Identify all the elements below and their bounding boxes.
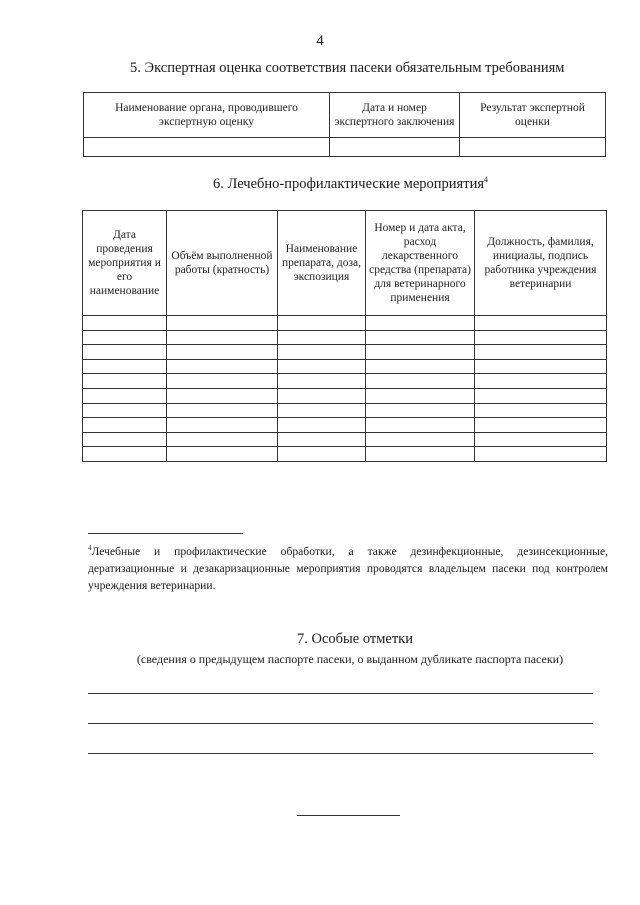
footnote-text: Лечебные и профилактические обработки, а также дезинфекционные, дезинсекционные, дератизационные и дезакаризационные мероприятия проводятся владельцем пасеки под контролем учреждения ветеринарии. (88, 544, 608, 592)
table-cell (278, 447, 366, 462)
table-cell (475, 447, 607, 462)
table-cell (83, 330, 167, 345)
footnote (88, 540, 608, 594)
table-cell (366, 330, 475, 345)
column-header-date: Дата проведения мероприятия и его наименование (83, 211, 167, 316)
table-row (83, 418, 607, 433)
table-cell (475, 330, 607, 345)
table-cell (366, 374, 475, 389)
table-row (83, 447, 607, 462)
table-cell (366, 447, 475, 462)
table-cell (83, 316, 167, 331)
table-cell (366, 403, 475, 418)
table-cell (278, 388, 366, 403)
table-row (83, 316, 607, 331)
table-cell (167, 447, 278, 462)
footnote-marker: 4 (88, 544, 92, 552)
table-cell (366, 359, 475, 374)
table-row (83, 432, 607, 447)
column-header-officer: Должность, фамилия, инициалы, подпись работника учреждения ветеринарии (475, 211, 607, 316)
column-header-act: Номер и дата акта, расход лекарственного средства (препарата) для ветеринарного применения (366, 211, 475, 316)
notes-line (88, 753, 593, 754)
table-cell (475, 388, 607, 403)
table-cell (475, 403, 607, 418)
table-row (83, 330, 607, 345)
table-cell (278, 316, 366, 331)
table-cell (475, 432, 607, 447)
table-cell (366, 316, 475, 331)
table-cell (475, 359, 607, 374)
table-row (83, 374, 607, 389)
section5-title: 5. Экспертная оценка соответствия пасеки обязательным требованиям (130, 60, 565, 76)
table-row (83, 359, 607, 374)
table-header-row (83, 211, 607, 316)
table-cell (167, 330, 278, 345)
table-cell (366, 432, 475, 447)
table-cell (278, 359, 366, 374)
table-header-row (84, 93, 606, 138)
table-cell (475, 345, 607, 360)
column-header-volume: Объём выполненной работы (кратность) (167, 211, 278, 316)
table-cell (330, 138, 460, 157)
table-cell (278, 403, 366, 418)
table-cell (83, 388, 167, 403)
table-cell (83, 403, 167, 418)
table-cell (167, 403, 278, 418)
table-cell (83, 447, 167, 462)
signature-line (297, 815, 400, 816)
section6-title-text: 6. Лечебно-профилактические мероприятия (213, 175, 484, 192)
expert-assessment-table (83, 92, 606, 157)
section6-title (213, 175, 488, 193)
notes-line (88, 693, 593, 694)
column-header-organ: Наименование органа, проводившего экспертную оценку (84, 93, 330, 138)
table-cell (167, 418, 278, 433)
table-cell (167, 388, 278, 403)
section7-title: 7. Особые отметки (297, 631, 413, 647)
table-cell (460, 138, 606, 157)
table-cell (475, 374, 607, 389)
footnote-reference: 4 (484, 175, 488, 184)
table-cell (83, 418, 167, 433)
table-cell (366, 418, 475, 433)
table-cell (366, 388, 475, 403)
table-cell (475, 316, 607, 331)
table-cell (278, 345, 366, 360)
treatment-measures-table (82, 210, 607, 462)
table-cell (278, 374, 366, 389)
column-header-conclusion: Дата и номер экспертного заключения (330, 93, 460, 138)
table-cell (167, 345, 278, 360)
table-cell (83, 359, 167, 374)
table-cell (167, 359, 278, 374)
notes-line (88, 723, 593, 724)
page-number: 4 (316, 33, 324, 49)
table-cell (366, 345, 475, 360)
table-cell (83, 374, 167, 389)
table-row (83, 403, 607, 418)
table-cell (278, 432, 366, 447)
table-row (83, 345, 607, 360)
column-header-drug: Наименование препарата, доза, экспозиция (278, 211, 366, 316)
table-cell (278, 418, 366, 433)
table-cell (167, 316, 278, 331)
table-row (83, 388, 607, 403)
table-cell (83, 432, 167, 447)
table-row (84, 138, 606, 157)
table-cell (475, 418, 607, 433)
table-cell (84, 138, 330, 157)
footnote-divider (88, 533, 243, 534)
table-cell (167, 374, 278, 389)
table-cell (83, 345, 167, 360)
column-header-result: Результат экспертной оценки (460, 93, 606, 138)
section7-subtitle: (сведения о предыдущем паспорте пасеки, о выданном дубликате паспорта пасеки) (136, 652, 564, 666)
table-cell (167, 432, 278, 447)
table-cell (278, 330, 366, 345)
